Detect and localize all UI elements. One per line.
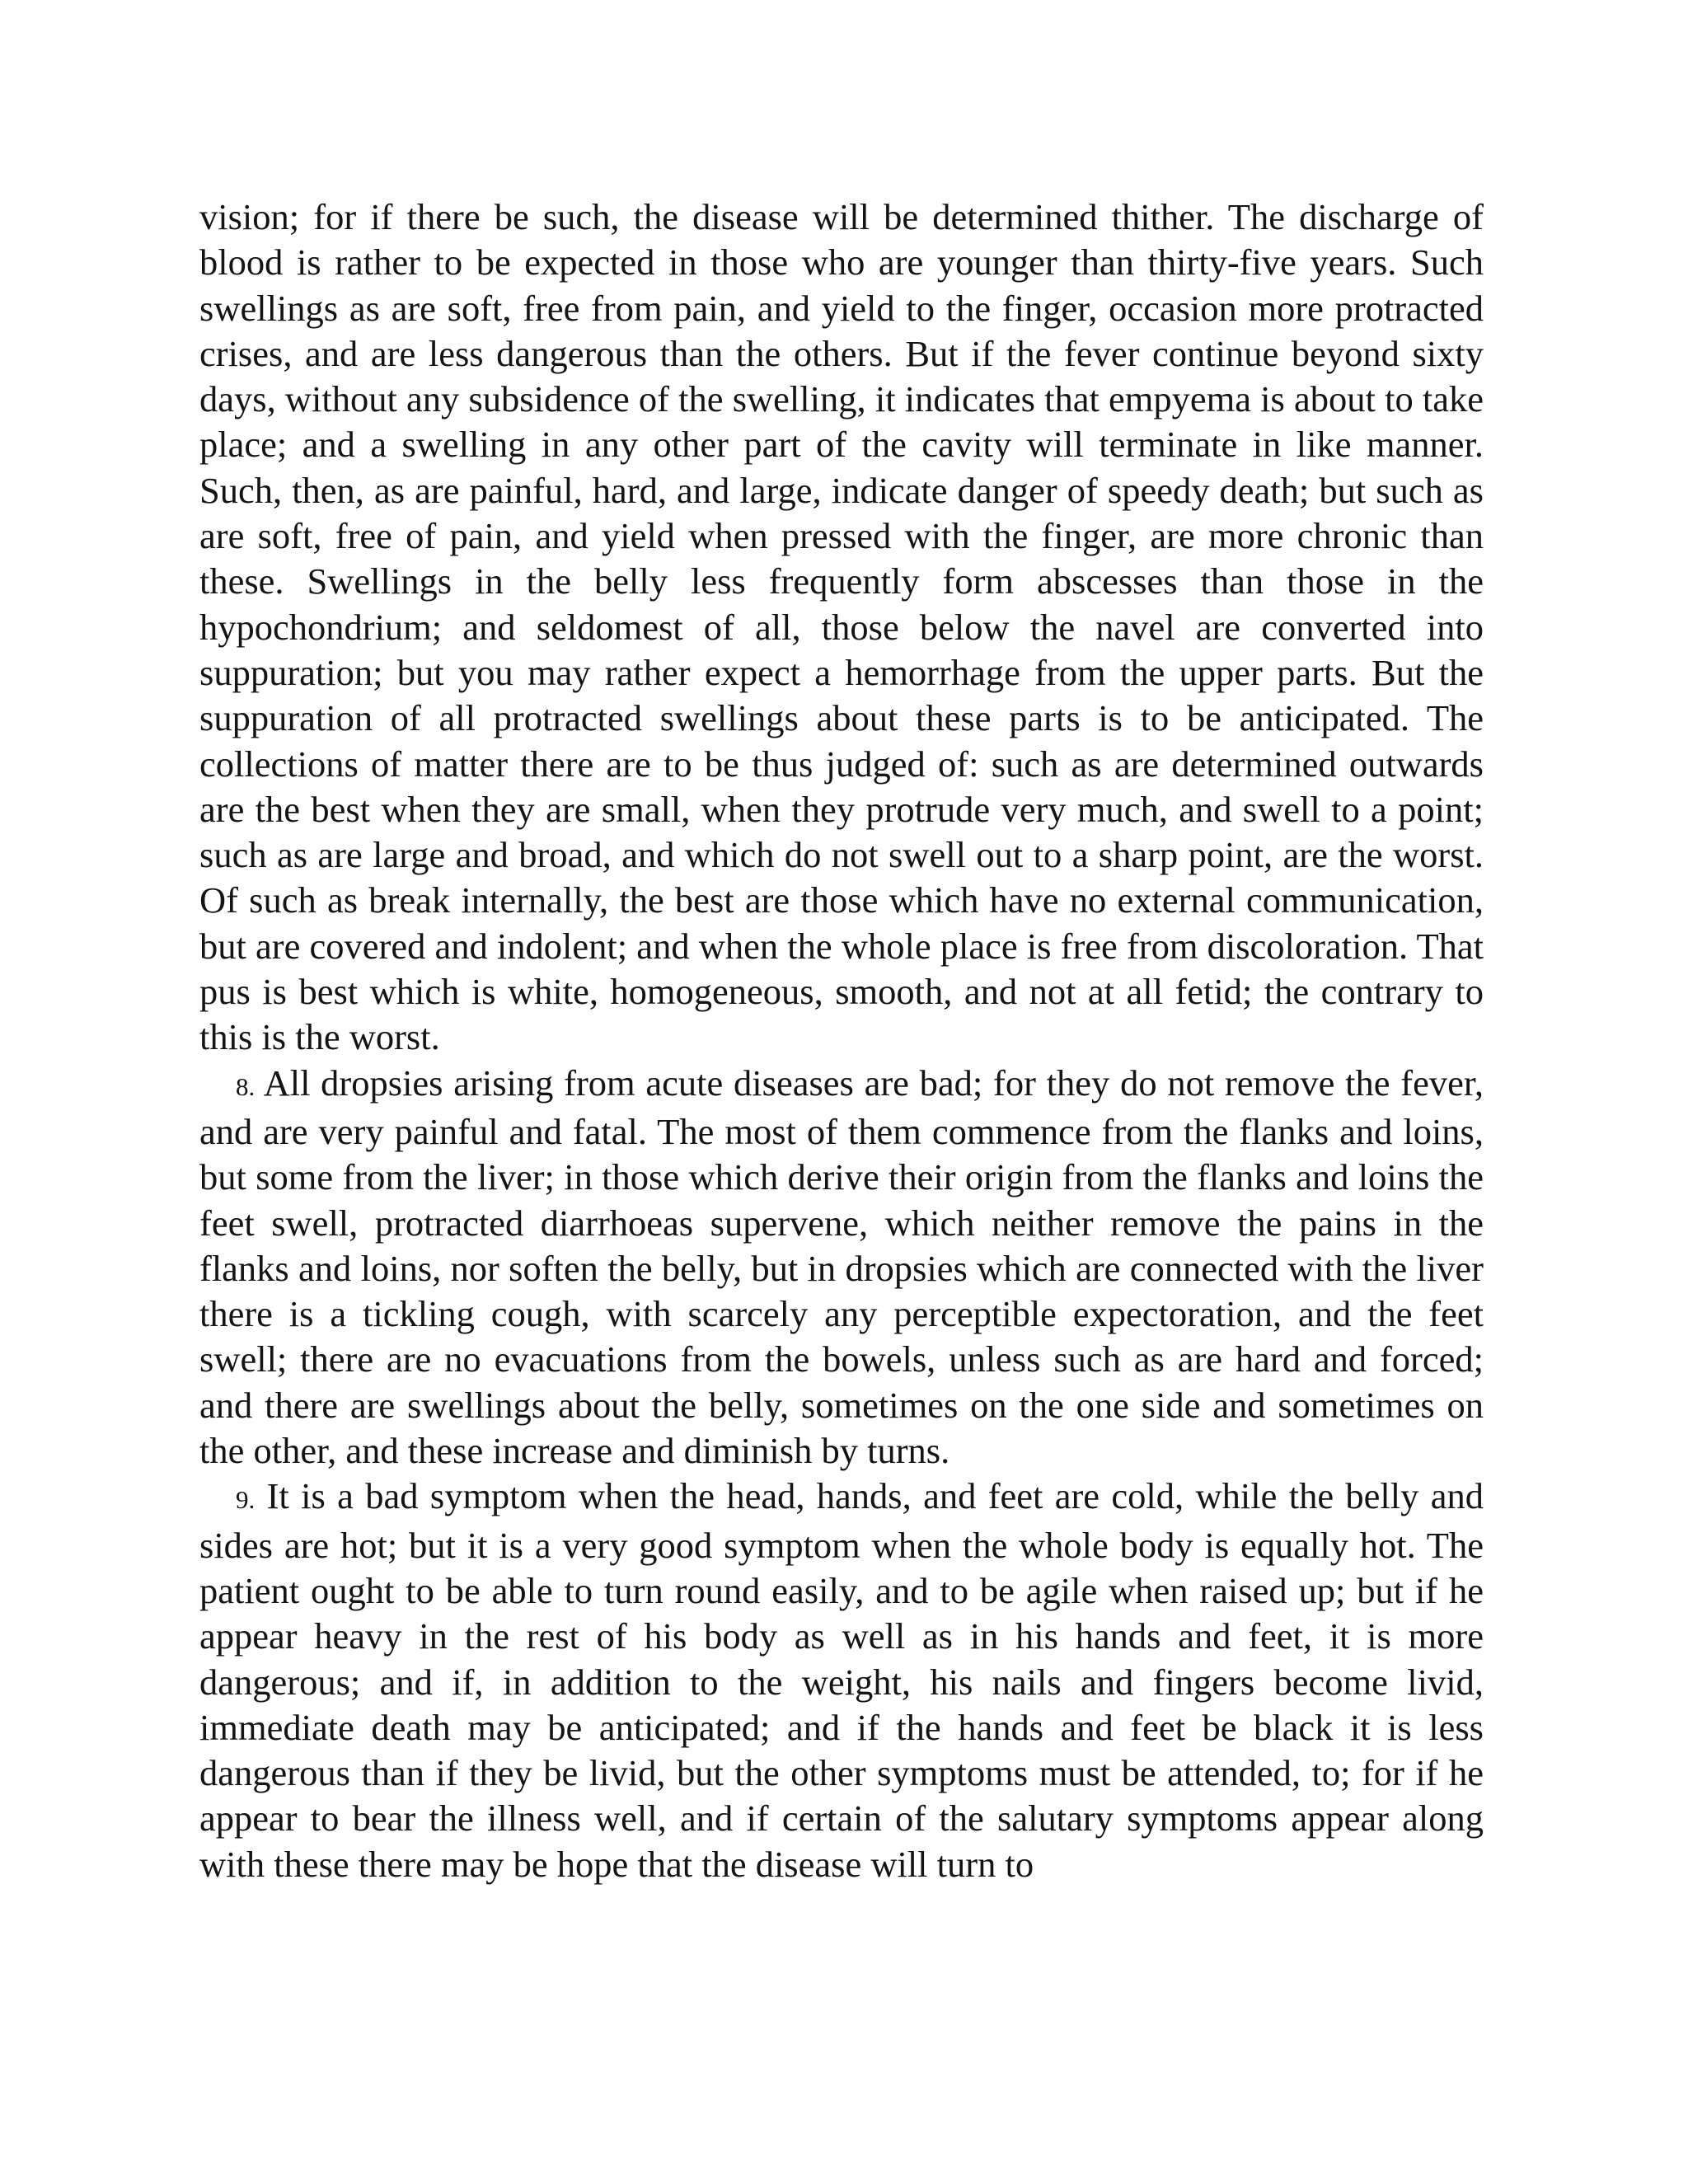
paragraph-text: It is a bad symptom when the head, hands, and feet are cold, while the belly and sides are hot; but it is a very good symptom when the whole body is equally hot. The patient ought to be able to turn round easily, and to be agile when raised up; but if he appear heavy in the rest of his body as well as in his hands and feet, it is more dangerous; and if, in addition to the weight, his nails and fingers become livid, immediate death may be anticipated; and if the hands and feet be black it is less dangerous than if they be livid, but the other symptoms must be attended, to; for if he appear to bear the illness well, and if certain of the salutary symptoms appear along with these there may be hope that the disease will turn to <box>199 1475 1484 1885</box>
paragraph-9 <box>199 1474 1484 1887</box>
paragraph-text: vision; for if there be such, the disease will be determined thither. The discharge of blood is rather to be expected in those who are younger than thirty-five years. Such swellings as are soft, free from pain, and yield to the finger, occasion more protracted crises, and are less dangerous than the others. But if the fever continue beyond sixty days, without any subsidence of the swelling, it indicates that empyema is about to take place; and a swelling in any other part of the cavity will terminate in like manner. Such, then, as are painful, hard, and large, indicate danger of speedy death; but such as are soft, free of pain, and yield when pressed with the finger, are more chronic than these. Swellings in the belly less frequently form abscesses than those in the hypochondrium; and seldomest of all, those below the navel are converted into suppuration; but you may rather expect a hemorrhage from the upper parts. But the suppuration of all protracted swellings about these parts is to be anticipated. The collections of matter there are to be thus judged of: such as are determined outwards are the best when they are small, when they protrude very much, and swell to a point; such as are large and broad, and which do not swell out to a sharp point, are the worst. Of such as break internally, the best are those which have no external communication, but are covered and indolent; and when the whole place is free from discoloration. That pus is best which is white, homogeneous, smooth, and not at all fetid; the contrary to this is the worst. <box>199 196 1484 1058</box>
paragraph-continuation <box>199 194 1484 1061</box>
paragraph-8 <box>199 1061 1484 1474</box>
paragraph-number: 8. <box>236 1071 256 1101</box>
paragraph-text: All dropsies arising from acute diseases are bad; for they do not remove the fever, and are very painful and fatal. The most of them commence from the flanks and loins, but some from the liver; in those which derive their origin from the flanks and loins the feet swell, protracted diarrhoeas supervene, which neither remove the pains in the flanks and loins, nor soften the belly, but in dropsies which are connected with the liver there is a tickling cough, with scarcely any perceptible expectoration, and the feet swell; there are no evacuations from the bowels, unless such as are hard and forced; and there are swellings about the belly, sometimes on the one side and sometimes on the other, and these increase and diminish by turns. <box>199 1062 1484 1472</box>
paragraph-number: 9. <box>236 1485 256 1515</box>
page-body <box>199 194 1484 1887</box>
